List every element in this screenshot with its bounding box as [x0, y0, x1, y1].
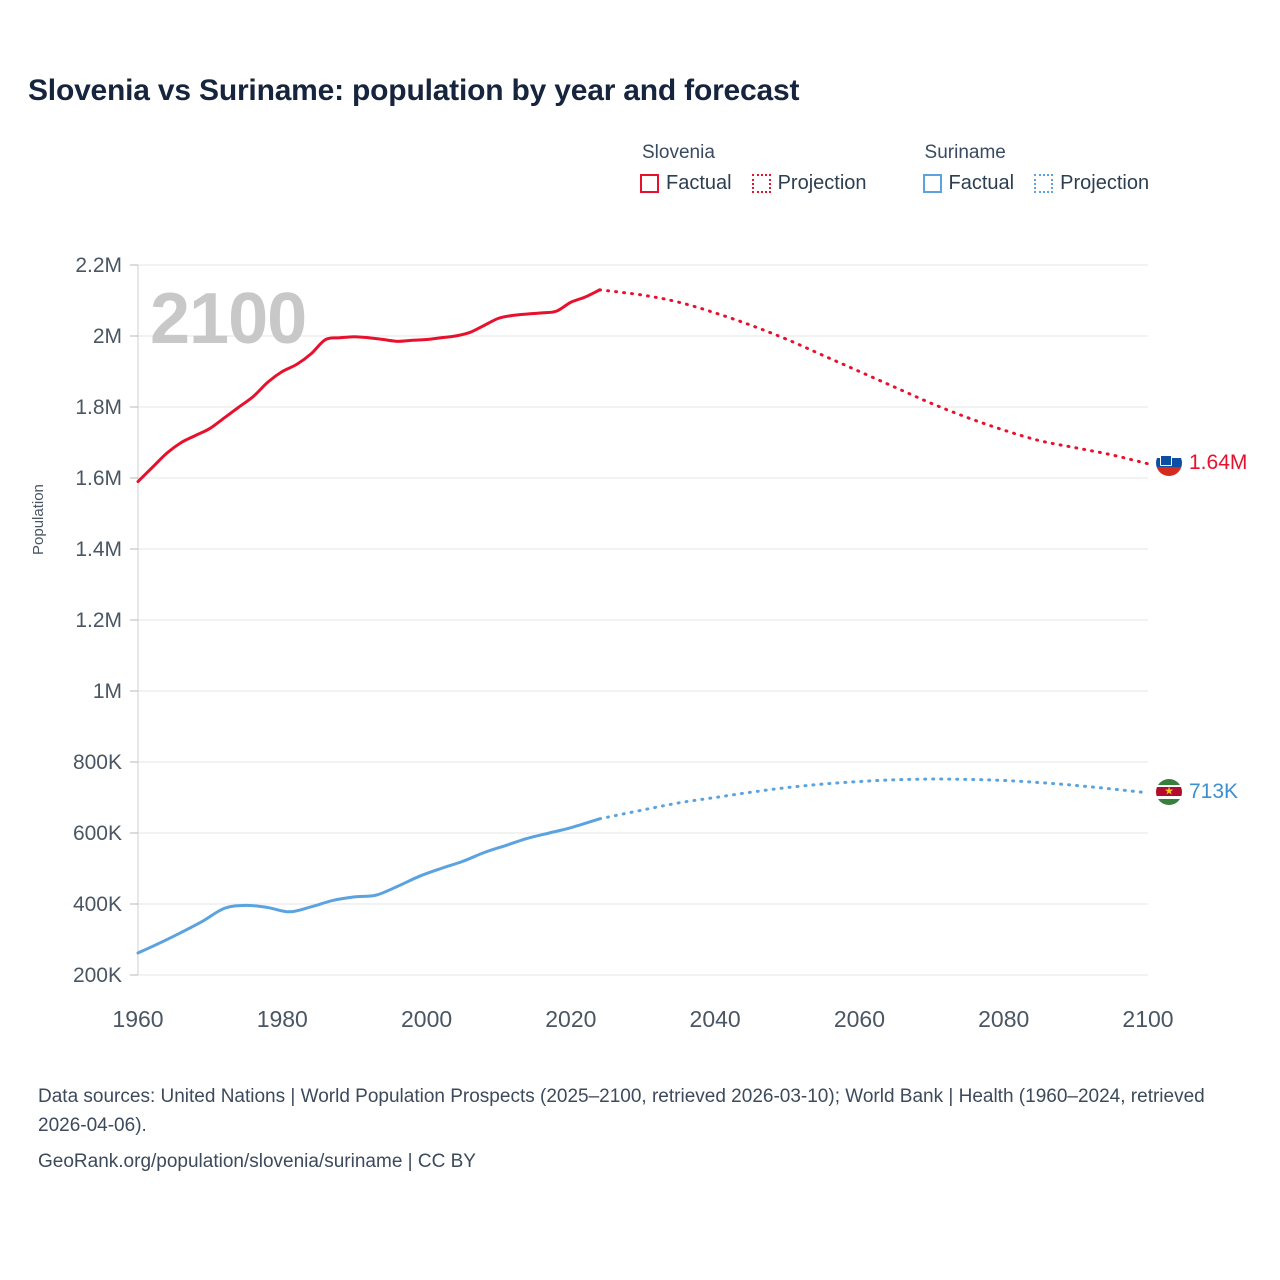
x-tick-label: 2100	[1122, 1006, 1174, 1032]
y-tick-label: 800K	[72, 751, 122, 774]
legend-item-suriname-factual[interactable]	[923, 172, 1015, 195]
legend-item-slovenia-projection[interactable]	[752, 172, 867, 195]
legend-item-label: Factual	[948, 172, 1015, 194]
y-tick-label: 1.8M	[75, 396, 122, 419]
series-line-suriname-factual	[138, 819, 600, 953]
end-value-suriname: 713K	[1189, 779, 1239, 803]
footer-attribution: GeoRank.org/population/slovenia/suriname | CC BY	[38, 1150, 476, 1172]
x-tick-label: 1980	[256, 1006, 308, 1032]
legend-swatch-dotted-icon	[1034, 174, 1053, 193]
y-axis-title: Population	[30, 484, 47, 555]
chart-plot-area	[0, 245, 1280, 1045]
chart-gridlines	[138, 265, 1148, 975]
y-tick-label: 1.4M	[75, 538, 122, 561]
page-title: Slovenia vs Suriname: population by year and forecast	[28, 74, 800, 107]
x-tick-label: 2080	[978, 1006, 1030, 1032]
chart-x-axis-ticks	[112, 1006, 1173, 1032]
chart-legend	[640, 142, 1149, 195]
legend-item-slovenia-factual[interactable]	[640, 172, 732, 195]
y-tick-label: 200K	[72, 964, 122, 987]
chart-watermark: 2100	[150, 279, 307, 359]
x-tick-label: 2000	[400, 1006, 453, 1032]
legend-swatch-dotted-icon	[752, 174, 771, 193]
y-tick-label: 1.2M	[75, 609, 122, 632]
legend-group-title: Slovenia	[642, 142, 715, 163]
legend-item-label: Projection	[1060, 172, 1150, 194]
footer-data-sources: Data sources: United Nations | World Population Prospects (2025–2100, retrieved 2026-03-10); World Bank | Health (1960–2024, retrieved 2026-04-06).	[38, 1086, 1205, 1137]
y-tick-label: 1M	[92, 680, 122, 703]
x-tick-label: 1960	[112, 1006, 164, 1032]
x-tick-label: 2060	[833, 1006, 886, 1032]
chart-svg	[0, 245, 1280, 1045]
legend-group-suriname	[923, 142, 1150, 195]
series-line-slovenia-projection	[600, 290, 1148, 464]
y-tick-label: 2.2M	[75, 254, 122, 277]
flag-slovenia-icon	[1156, 450, 1182, 476]
chart-series-lines	[138, 290, 1148, 953]
legend-item-label: Projection	[777, 172, 867, 194]
legend-item-suriname-projection[interactable]	[1034, 172, 1149, 195]
flag-suriname-icon: ★	[1156, 779, 1182, 805]
end-marker-suriname	[1156, 779, 1238, 805]
y-tick-label: 400K	[72, 893, 122, 916]
x-tick-label: 2020	[545, 1006, 597, 1032]
x-tick-label: 2040	[689, 1006, 741, 1032]
y-tick-label: 2M	[92, 325, 122, 348]
series-line-suriname-projection	[600, 779, 1148, 819]
chart-y-axis-ticks	[73, 254, 138, 987]
legend-swatch-solid-icon	[923, 174, 942, 193]
y-tick-label: 600K	[72, 822, 122, 845]
legend-item-label: Factual	[666, 172, 732, 194]
legend-swatch-solid-icon	[640, 174, 659, 193]
legend-group-title: Suriname	[924, 142, 1006, 163]
legend-group-slovenia	[640, 142, 867, 195]
chart-footer	[38, 1082, 1238, 1176]
y-tick-label: 1.6M	[75, 467, 122, 490]
end-marker-slovenia	[1156, 450, 1247, 476]
end-value-slovenia: 1.64M	[1189, 450, 1248, 474]
